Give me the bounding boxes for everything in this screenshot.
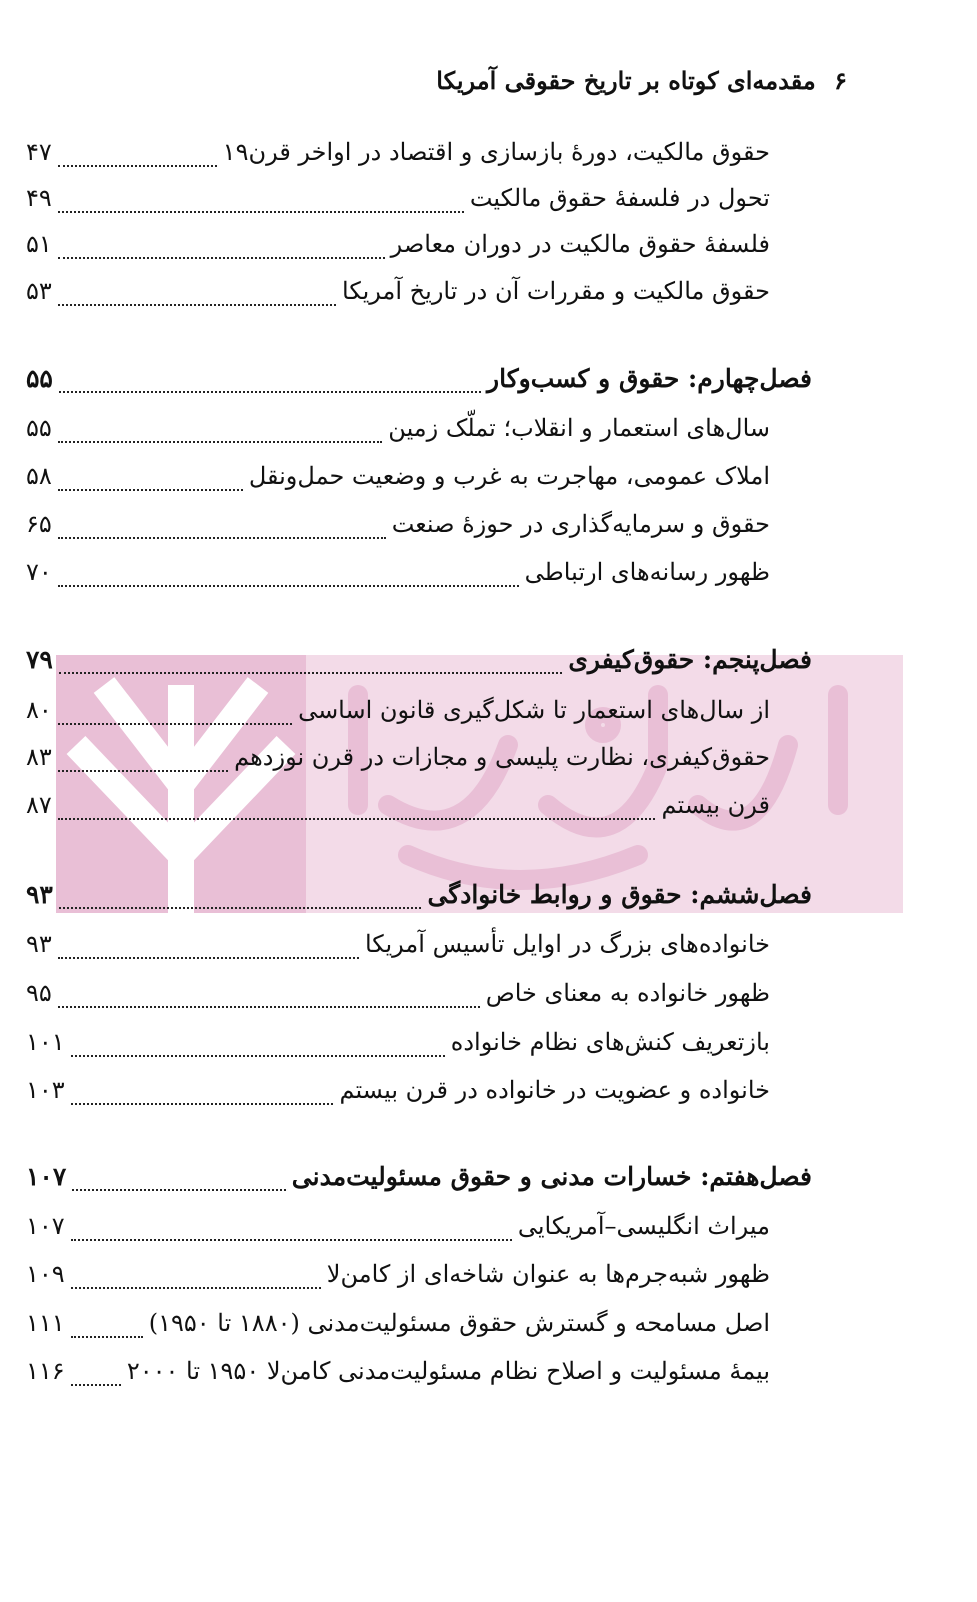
toc-entry-title: خانواده‌های بزرگ در اوایل تأسیس آمریکا <box>364 930 770 958</box>
dot-leader <box>58 165 217 167</box>
toc-entry-page-number: ۱۰۷ <box>26 1212 65 1240</box>
toc-entry-page-number: ۸۳ <box>26 743 52 771</box>
toc-entry-title: حقوق‌کیفری، نظارت پلیسی و مجازات در قرن نوزدهم <box>234 743 770 771</box>
dot-leader <box>58 818 656 820</box>
toc-entry-page-number: ۱۰۱ <box>26 1028 65 1056</box>
dot-leader <box>58 441 383 443</box>
toc-entry-page-number: ۷۰ <box>26 558 52 586</box>
watermark-wordmark <box>318 655 903 913</box>
toc-entry-page-number: ۹۵ <box>26 979 52 1007</box>
toc-entry-title: خانواده و عضویت در خانواده در قرن بیستم <box>339 1076 770 1104</box>
toc-entry-title: میراث انگلیسی–آمریکایی <box>517 1212 770 1240</box>
toc-entry-title: از سال‌های استعمار تا شکل‌گیری قانون اساسی <box>298 696 770 724</box>
toc-entry-title: اصل مسامحه و گسترش حقوق مسئولیت‌مدنی (۱۸۸۰ تا ۱۹۵۰) <box>148 1309 770 1337</box>
toc-section-entry <box>26 414 770 454</box>
dot-leader <box>71 1287 321 1289</box>
dot-leader <box>58 489 243 491</box>
dot-leader <box>71 1239 512 1241</box>
toc-entry-page-number: ۸۰ <box>26 696 52 724</box>
dot-leader <box>71 1336 143 1338</box>
watermark-letterform-icon <box>318 655 903 913</box>
dot-leader <box>58 723 292 725</box>
toc-section-entry <box>26 462 770 502</box>
dot-leader <box>72 1189 285 1191</box>
toc-entry-page-number: ۵۵ <box>26 364 53 393</box>
dot-leader <box>58 211 464 213</box>
dot-leader <box>58 304 336 306</box>
header-title: مقدمه‌ای کوتاه بر تاریخ حقوقی آمریکا <box>436 66 816 95</box>
toc-entry-page-number: ۱۰۷ <box>26 1162 67 1191</box>
toc-section-entry <box>26 979 770 1019</box>
toc-section-entry <box>26 558 770 598</box>
toc-entry-page-number: ۴۷ <box>26 138 52 166</box>
toc-entry-title: فصل‌چهارم: حقوق و کسب‌وکار <box>487 364 812 393</box>
toc-entry-page-number: ۵۵ <box>26 414 52 442</box>
toc-entry-title: ظهور شبه‌جرم‌ها به عنوان شاخه‌ای از کامن‌لا <box>326 1260 770 1288</box>
toc-section-entry <box>26 1357 770 1397</box>
toc-section-entry <box>26 743 770 783</box>
toc-entry-title: ظهور خانواده به معنای خاص <box>485 979 770 1007</box>
toc-chapter-entry <box>26 1162 812 1202</box>
toc-entry-page-number: ۴۹ <box>26 184 52 212</box>
toc-entry-page-number: ۵۸ <box>26 462 52 490</box>
toc-chapter-entry <box>26 645 812 685</box>
toc-section-entry <box>26 1212 770 1252</box>
dot-leader <box>58 957 359 959</box>
dot-leader <box>59 907 422 909</box>
toc-section-entry <box>26 696 770 736</box>
toc-section-entry <box>26 791 770 831</box>
dot-leader <box>58 537 386 539</box>
dot-leader <box>59 391 481 393</box>
toc-entry-title: سال‌های استعمار و انقلاب؛ تملّک زمین <box>388 414 770 442</box>
dot-leader <box>58 257 385 259</box>
toc-entry-page-number: ۵۱ <box>26 230 52 258</box>
toc-section-entry <box>26 277 770 317</box>
dot-leader <box>58 585 519 587</box>
toc-entry-title: تحول در فلسفهٔ حقوق مالکیت <box>469 184 770 212</box>
toc-section-entry <box>26 184 770 224</box>
toc-entry-page-number: ۷۹ <box>26 645 53 674</box>
toc-entry-title: بیمهٔ مسئولیت و اصلاح نظام مسئولیت‌مدنی کامن‌لا ۱۹۵۰ تا ۲۰۰۰ <box>126 1357 770 1385</box>
toc-entry-title: حقوق و سرمایه‌گذاری در حوزهٔ صنعت <box>391 510 770 538</box>
toc-entry-title: فصل‌هفتم: خسارات مدنی و حقوق مسئولیت‌مدنی <box>291 1162 812 1191</box>
toc-entry-title: فصل‌ششم: حقوق و روابط خانوادگی <box>427 880 812 909</box>
trident-logo-icon <box>56 655 306 913</box>
toc-section-entry <box>26 230 770 270</box>
toc-entry-page-number: ۹۳ <box>26 930 52 958</box>
running-header <box>436 66 847 95</box>
toc-entry-page-number: ۱۰۹ <box>26 1260 65 1288</box>
dot-leader <box>71 1055 445 1057</box>
dot-leader <box>58 1006 480 1008</box>
toc-entry-title: فصل‌پنجم: حقوق‌کیفری <box>568 645 812 674</box>
toc-entry-page-number: ۵۳ <box>26 277 52 305</box>
toc-chapter-entry <box>26 880 812 920</box>
dot-leader <box>71 1384 121 1386</box>
toc-entry-page-number: ۱۱۱ <box>26 1309 65 1337</box>
dot-leader <box>71 1103 334 1105</box>
toc-section-entry <box>26 1028 770 1068</box>
toc-entry-title: حقوق مالکیت، دورهٔ بازسازی و اقتصاد در اواخر قرن۱۹ <box>222 138 770 166</box>
toc-section-entry <box>26 138 770 178</box>
toc-entry-page-number: ۶۵ <box>26 510 52 538</box>
toc-section-entry <box>26 1309 770 1349</box>
toc-section-entry <box>26 930 770 970</box>
toc-entry-title: فلسفهٔ حقوق مالکیت در دوران معاصر <box>390 230 770 258</box>
header-page-number: ۶ <box>834 66 847 95</box>
toc-section-entry <box>26 1260 770 1300</box>
dot-leader <box>59 672 563 674</box>
toc-entry-page-number: ۱۰۳ <box>26 1076 65 1104</box>
toc-chapter-entry <box>26 364 812 404</box>
toc-entry-page-number: ۹۳ <box>26 880 53 909</box>
watermark <box>56 655 903 913</box>
watermark-logo-box <box>56 655 306 913</box>
toc-entry-title: حقوق مالکیت و مقررات آن در تاریخ آمریکا <box>342 277 770 305</box>
toc-entry-page-number: ۱۱۶ <box>26 1357 65 1385</box>
dot-leader <box>58 770 228 772</box>
toc-entry-page-number: ۸۷ <box>26 791 52 819</box>
toc-entry-title: ظهور رسانه‌های ارتباطی <box>524 558 770 586</box>
toc-entry-title: بازتعریف کنش‌های نظام خانواده <box>450 1028 770 1056</box>
toc-entry-title: قرن بیستم <box>661 791 770 819</box>
toc-section-entry <box>26 510 770 550</box>
toc-section-entry <box>26 1076 770 1116</box>
toc-entry-title: املاک عمومی، مهاجرت به غرب و وضعیت حمل‌ونقل <box>248 462 770 490</box>
